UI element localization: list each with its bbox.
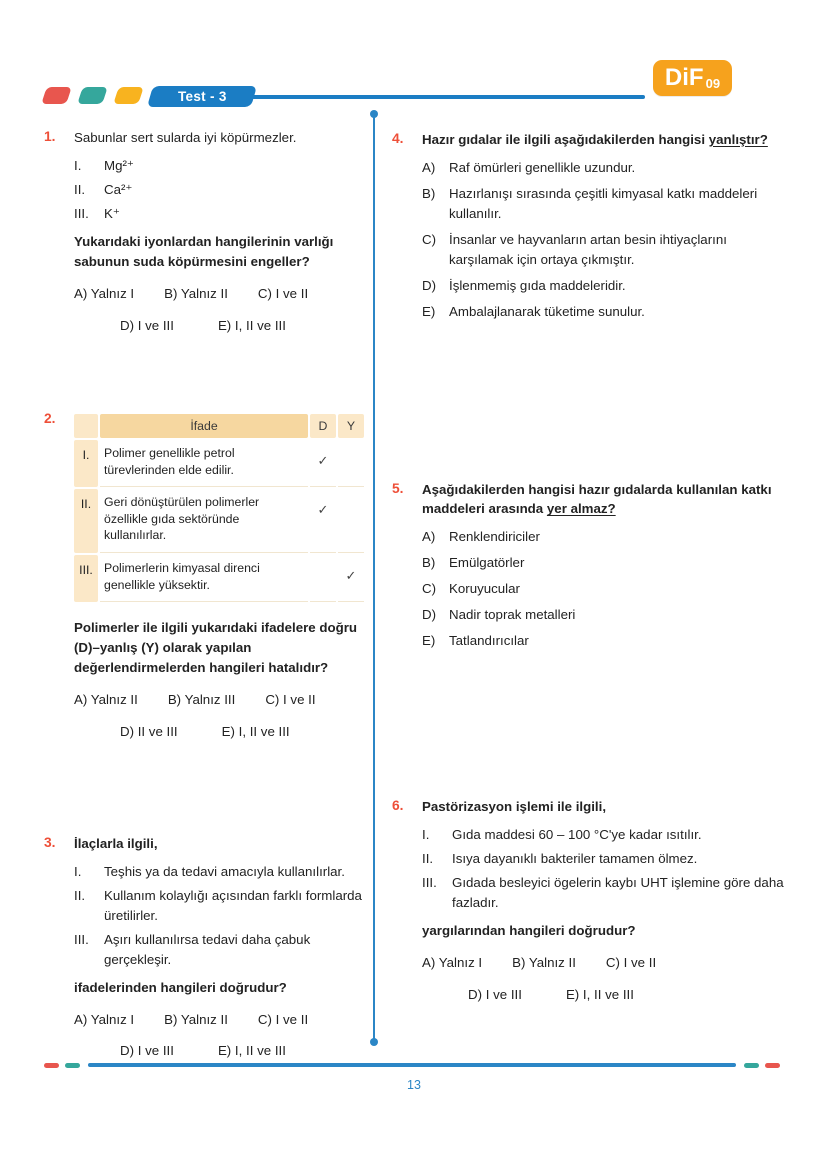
question (44, 128, 364, 336)
test-label: Test - 3 (177, 89, 227, 104)
answer-option: D) I ve III (120, 1043, 174, 1059)
roman-item (422, 873, 790, 913)
divider-dot-top (370, 110, 378, 118)
item-text: Ca²⁺ (104, 181, 133, 197)
answer-option: A) Yalnız I (422, 954, 483, 970)
roman-items (422, 825, 790, 913)
text-segment: Yukarıdaki iyonlardan hangilerinin varlığı sabunun suda köpürmesini engeller? (74, 233, 334, 269)
paragraph (422, 130, 790, 150)
answer-option: B) Yalnız II (164, 1011, 228, 1027)
answer-option: A) Yalnız I (74, 1011, 135, 1027)
answer-option (422, 302, 790, 322)
question (392, 797, 790, 1005)
question-number: 4. (392, 131, 404, 146)
answer-option: E) I, II ve III (217, 1043, 286, 1059)
answer-option: C) I ve II (257, 1011, 309, 1027)
question-body (74, 128, 364, 336)
left-column (44, 128, 364, 1061)
question-number: 2. (44, 410, 56, 426)
footer-dash-teal-right-icon (744, 1063, 759, 1068)
question-number: 3. (44, 834, 56, 850)
page-number: 13 (407, 1078, 421, 1092)
option-text: Koruyucular (449, 581, 520, 597)
item-text: Kullanım kolaylığı açısından farklı formlarda üretilirler. (104, 887, 362, 923)
item-text: Aşırı kullanılırsa tedavi daha çabuk gerçekleşir. (104, 931, 311, 967)
text-segment: Aşağıdakilerden hangisi hazır gıdalarda kullanılan katkı maddeleri arasında (422, 481, 772, 517)
option-text: Tatlandırıcılar (449, 633, 529, 649)
item-label: I. (422, 827, 430, 842)
table-row-text: Polimer genellikle petrol türevlerinden elde edilir. (100, 440, 308, 487)
text-segment: Sabunlar sert sularda iyi köpürmezler. (74, 130, 297, 145)
test-banner (147, 86, 257, 107)
answer-option: E) I, II ve III (217, 317, 286, 333)
paragraph (422, 921, 790, 941)
option-text: Renklendiriciler (449, 529, 540, 545)
answer-option: D) II ve III (120, 724, 178, 739)
question-number: 6. (392, 798, 404, 814)
roman-item (74, 862, 364, 882)
option-label: C) (422, 581, 437, 597)
logo-number: 09 (705, 76, 721, 91)
option-label: B) (422, 555, 436, 571)
paragraph (74, 232, 364, 272)
roman-item (74, 156, 364, 176)
option-label: E) (422, 303, 436, 319)
answer-option: D) I ve III (468, 986, 522, 1002)
statements-table (74, 414, 364, 603)
paragraph (422, 797, 790, 817)
logo-brand: DiF (664, 64, 704, 91)
item-label: II. (74, 181, 86, 197)
table-check-d (310, 555, 336, 602)
table-header-y: Y (338, 414, 364, 439)
table-header-d: D (310, 414, 336, 439)
answer-option: D) I ve III (120, 317, 174, 333)
option-label: B) (422, 185, 436, 201)
roman-item (422, 849, 790, 869)
footer-dash-red-right-icon (765, 1063, 780, 1068)
option-text: Emülgatörler (449, 555, 525, 571)
options-row (74, 1010, 364, 1030)
roman-item (74, 930, 364, 970)
paragraph (74, 834, 364, 854)
option-label: C) (422, 231, 437, 247)
option-label: A) (422, 159, 436, 175)
text-segment: Pastörizasyon işlemi ile ilgili, (422, 799, 607, 815)
answer-option: C) I ve II (605, 954, 657, 970)
question-body (422, 480, 790, 658)
text-segment: yargılarından hangileri doğrudur? (422, 922, 636, 938)
text-segment: yanlıştır? (708, 132, 768, 147)
answer-option (422, 230, 790, 270)
option-text: Ambalajlanarak tüketime sunulur. (449, 303, 645, 319)
deco-parallelogram-teal-icon (77, 87, 108, 104)
footer-dash-red-left-icon (44, 1063, 59, 1068)
options-row (74, 690, 364, 710)
footer-dash-teal-left-icon (65, 1063, 80, 1068)
question (44, 410, 364, 742)
question-body (74, 834, 364, 1061)
answer-option (422, 276, 790, 296)
answer-option: A) Yalnız I (74, 285, 135, 301)
options-row (74, 316, 364, 336)
question (392, 130, 790, 328)
table-row-text: Geri dönüştürülen polimerler özellikle gıda sektöründe kullanılırlar. (100, 489, 308, 553)
item-label: II. (74, 887, 86, 903)
table-row-label: II. (74, 489, 98, 553)
right-column (392, 128, 790, 1005)
roman-items (74, 862, 364, 970)
answer-option: B) Yalnız II (512, 954, 576, 970)
item-text: Gıdada besleyici ögelerin kaybı UHT işlemine göre daha fazladır. (452, 874, 784, 910)
options-row (74, 284, 364, 304)
answer-option (422, 527, 790, 547)
answer-option (422, 631, 790, 651)
option-label: E) (422, 633, 436, 649)
table-check-y: ✓ (338, 555, 364, 602)
question-number: 1. (44, 129, 56, 144)
item-label: II. (422, 850, 434, 866)
answer-option (422, 605, 790, 625)
item-text: Isıya dayanıklı bakteriler tamamen ölmez. (452, 850, 698, 866)
footer-rule (88, 1063, 736, 1067)
question-body (422, 797, 790, 1005)
table-check-d: ✓ (310, 489, 336, 553)
table-row-text: Polimerlerin kimyasal direnci genellikle yüksektir. (100, 555, 308, 602)
deco-parallelogram-yellow-icon (113, 87, 144, 104)
roman-item (74, 886, 364, 926)
roman-item (74, 180, 364, 200)
paragraph (74, 978, 364, 998)
option-text: Hazırlanışı sırasında çeşitli kimyasal katkı maddeleri kullanılır. (449, 185, 758, 221)
roman-item (422, 825, 790, 845)
options-row (422, 985, 790, 1005)
item-label: III. (74, 931, 89, 947)
table-check-y (338, 440, 364, 487)
text-segment: Hazır gıdalar ile ilgili aşağıdakilerden hangisi (422, 132, 709, 147)
answer-option: E) I, II ve III (565, 986, 634, 1002)
paragraph (422, 480, 790, 520)
paragraph (74, 128, 364, 148)
option-text: Nadir toprak metalleri (449, 607, 576, 623)
question-body (74, 410, 364, 742)
text-segment: İlaçlarla ilgili, (74, 835, 158, 851)
answer-option: C) I ve II (257, 285, 309, 301)
item-label: III. (422, 874, 437, 890)
answer-option (422, 184, 790, 224)
answer-option: A) Yalnız II (74, 692, 138, 708)
options-row (422, 953, 790, 973)
options-row (74, 722, 364, 742)
table-check-d: ✓ (310, 440, 336, 487)
item-label: I. (74, 157, 82, 173)
table-row-label: III. (74, 555, 98, 602)
answer-option: C) I ve II (265, 692, 316, 708)
answer-option: E) I, II ve III (221, 724, 290, 739)
table-check-y (338, 489, 364, 553)
roman-items (74, 156, 364, 224)
option-label: D) (422, 607, 437, 623)
answer-option (422, 553, 790, 573)
text-segment: ifadelerinden hangileri doğrudur? (74, 979, 287, 995)
deco-parallelogram-red-icon (41, 87, 72, 104)
text-segment: yer almaz? (546, 501, 616, 517)
option-label: A) (422, 529, 436, 545)
option-text: İşlenmemiş gıda maddeleridir. (449, 277, 626, 293)
options-row (74, 1041, 364, 1061)
answer-option (422, 158, 790, 178)
table-corner-cell (74, 414, 98, 439)
item-text: Teşhis ya da tedavi amacıyla kullanılırlar. (104, 863, 345, 879)
text-segment: Polimerler ile ilgili yukarıdaki ifadelere doğru (D)–yanlış (Y) olarak yapılan değerlendirmelerden hangileri hatalıdır? (74, 620, 358, 676)
question-body (422, 130, 790, 328)
divider-dot-bottom (370, 1038, 378, 1046)
roman-item (74, 204, 364, 224)
dif-logo (653, 60, 732, 96)
column-divider (373, 113, 375, 1043)
item-text: Mg²⁺ (104, 157, 134, 173)
table-row-label: I. (74, 440, 98, 487)
option-text: İnsanlar ve hayvanların artan besin ihtiyaçlarını karşılamak için ortaya çıkmıştır. (449, 231, 727, 267)
answer-option: B) Yalnız II (164, 285, 228, 301)
item-text: K⁺ (104, 205, 120, 221)
item-label: I. (74, 863, 82, 879)
header-decoration (44, 87, 141, 104)
item-label: III. (74, 205, 89, 221)
answer-option (422, 579, 790, 599)
question (44, 834, 364, 1061)
question-number: 5. (392, 480, 404, 496)
option-label: D) (422, 277, 437, 293)
question (392, 480, 790, 658)
answer-option: B) Yalnız III (167, 692, 236, 708)
paragraph (74, 618, 364, 678)
table-header-statement: İfade (100, 414, 308, 439)
item-text: Gıda maddesi 60 – 100 °C'ye kadar ısıtılır. (452, 827, 702, 842)
option-text: Raf ömürleri genellikle uzundur. (449, 159, 636, 175)
